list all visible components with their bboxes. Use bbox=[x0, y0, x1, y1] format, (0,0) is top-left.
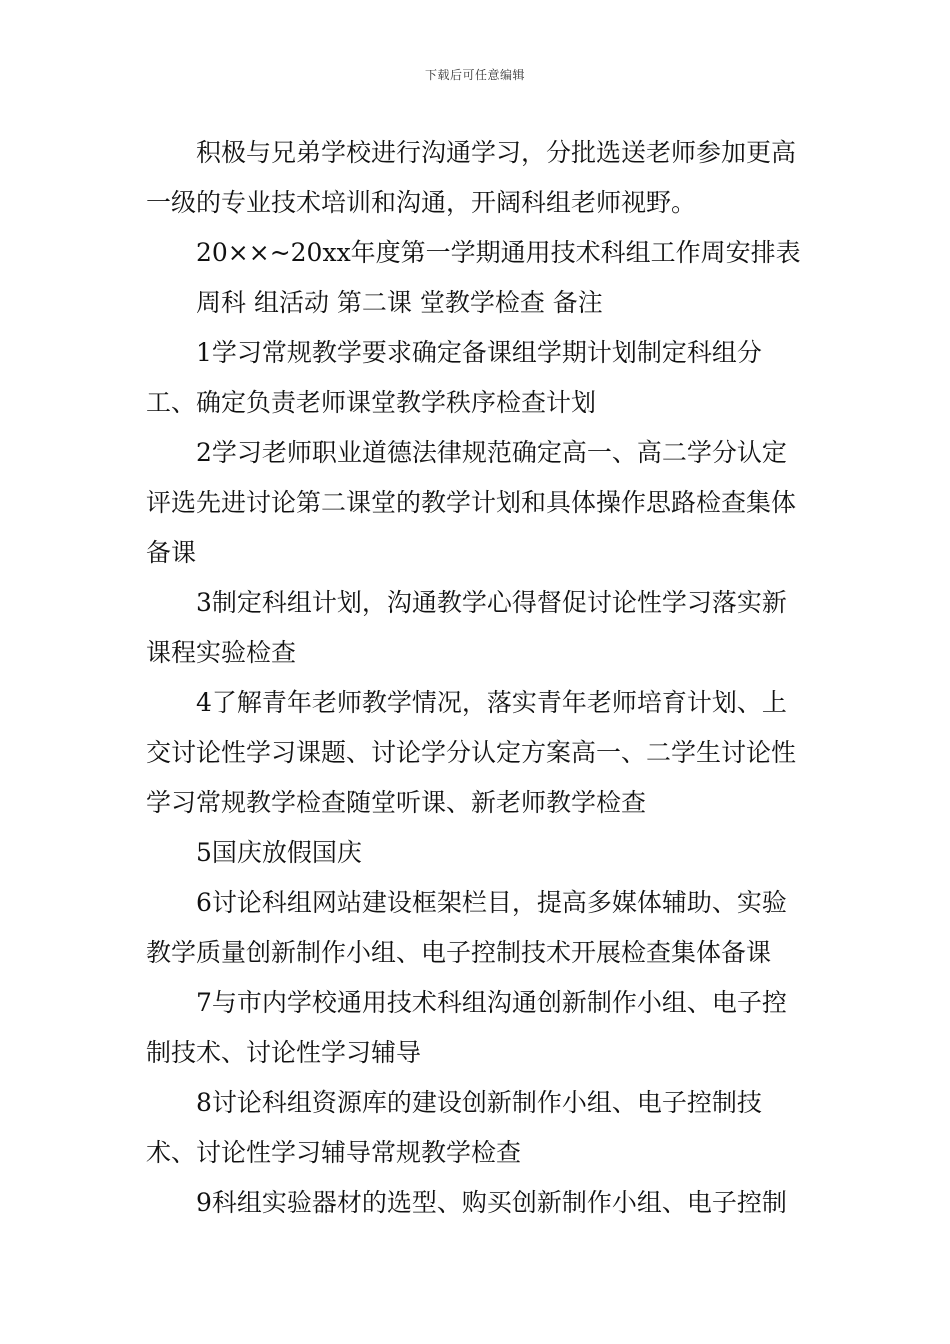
schedule-week-1: 1学习常规教学要求确定备课组学期计划制定科组分工、确定负责老师课堂教学秩序检查计划 bbox=[146, 338, 762, 417]
schedule-week-4: 4了解青年老师教学情况，落实青年老师培育计划、上交讨论性学习课题、讨论学分认定方案高一、二学生讨论性学习常规教学检查随堂听课、新老师教学检查 bbox=[146, 688, 797, 817]
schedule-week-8: 8讨论科组资源库的建设创新制作小组、电子控制技术、讨论性学习辅导常规教学检查 bbox=[146, 1088, 762, 1167]
schedule-week-3: 3制定科组计划，沟通教学心得督促讨论性学习落实新课程实验检查 bbox=[146, 588, 787, 667]
schedule-header-row: 周科 组活动 第二课 堂教学检查 备注 bbox=[196, 288, 603, 317]
schedule-title: 20××~20xx年度第一学期通用技术科组工作周安排表 bbox=[196, 238, 801, 267]
paragraph-intro: 积极与兄弟学校进行沟通学习，分批选送老师参加更高一级的专业技术培训和沟通，开阔科组老师视野。 bbox=[146, 138, 797, 217]
schedule-week-6: 6讨论科组网站建设框架栏目，提高多媒体辅助、实验教学质量创新制作小组、电子控制技术开展检查集体备课 bbox=[146, 888, 787, 967]
schedule-week-2: 2学习老师职业道德法律规范确定高一、高二学分认定评选先进讨论第二课堂的教学计划和具体操作思路检查集体备课 bbox=[146, 438, 797, 567]
schedule-week-7: 7与市内学校通用技术科组沟通创新制作小组、电子控制技术、讨论性学习辅导 bbox=[146, 988, 787, 1067]
document-body bbox=[146, 128, 810, 1228]
schedule-week-9: 9科组实验器材的选型、购买创新制作小组、电子控制 bbox=[196, 1188, 787, 1217]
page-header: 下载后可任意编辑 bbox=[424, 68, 525, 82]
schedule-week-5: 5国庆放假国庆 bbox=[196, 838, 362, 867]
